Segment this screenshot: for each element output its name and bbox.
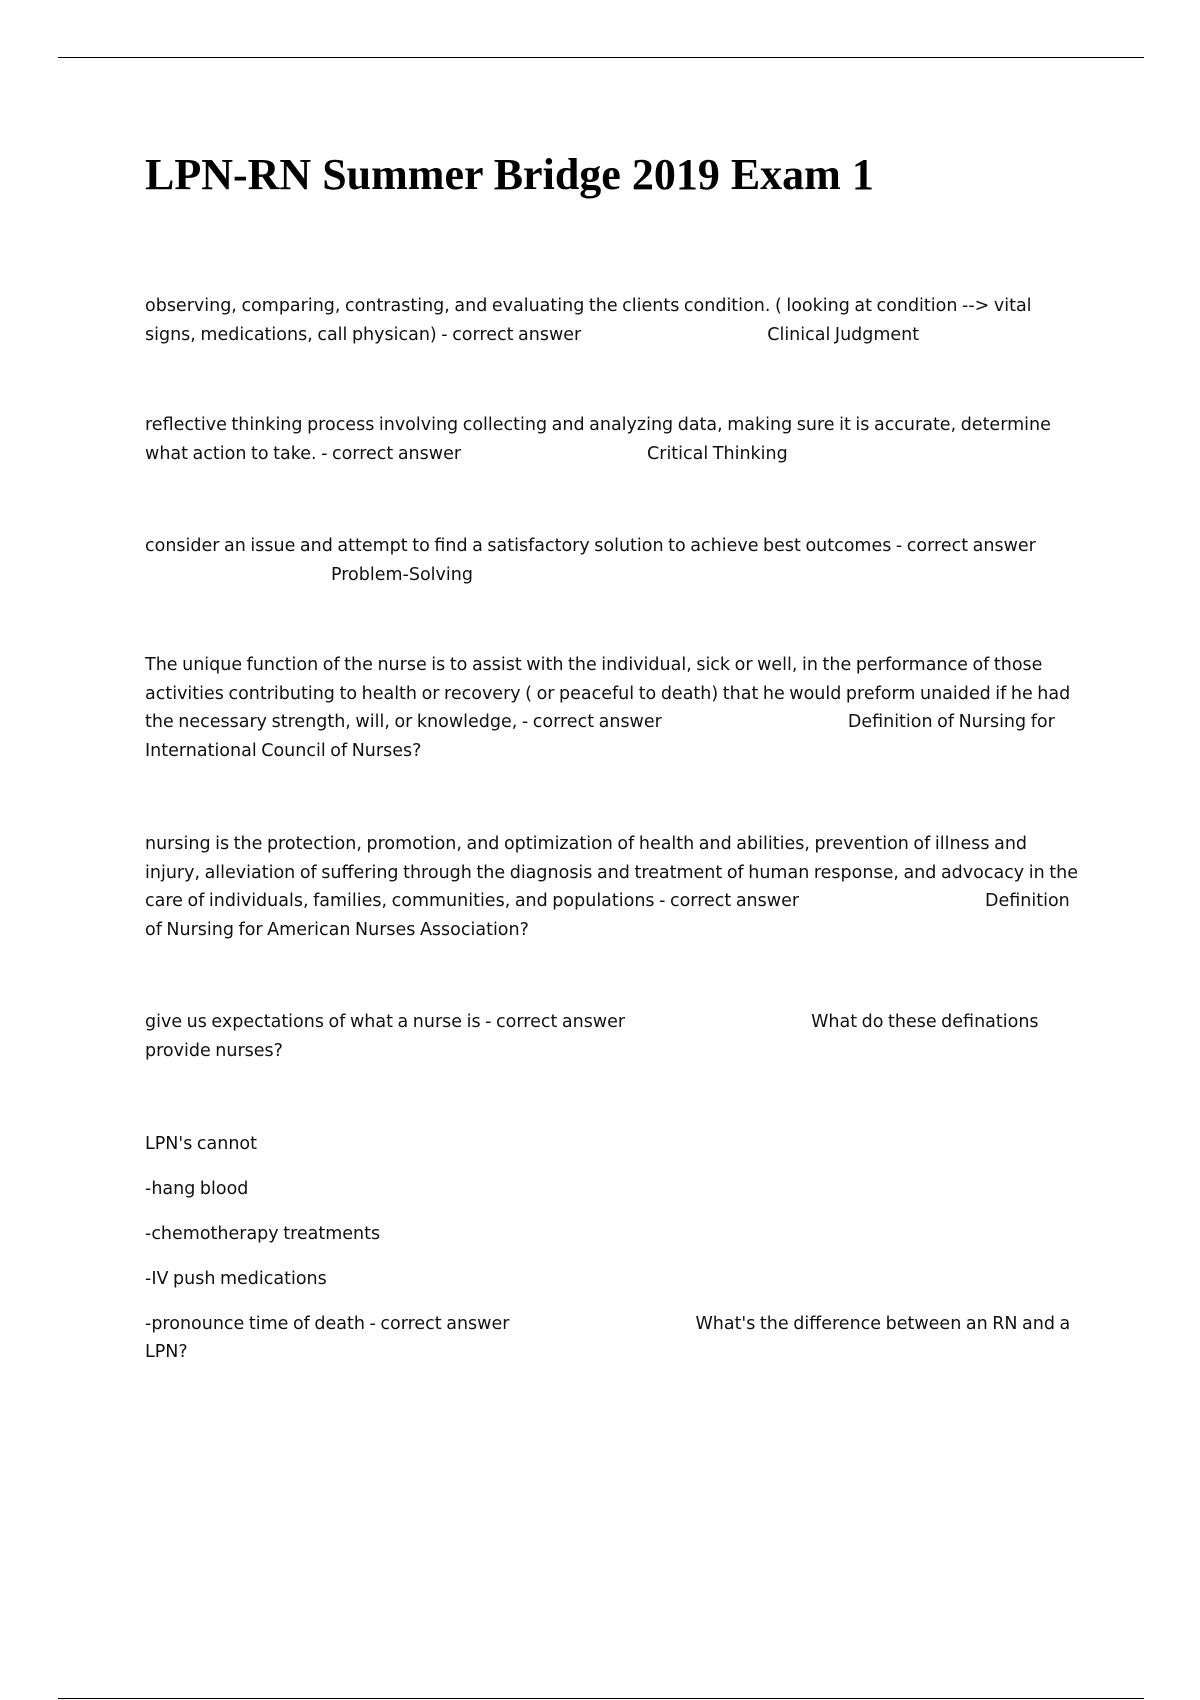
flashcard-1 xyxy=(145,292,1085,349)
list-item: -chemotherapy treatments xyxy=(145,1224,381,1244)
card-prompt: observing, comparing, contrasting, and evaluating the clients condition. ( looking at condition --> vital signs, medications, call physican) - correct answer xyxy=(145,296,1032,345)
flashcard-4 xyxy=(145,651,1085,765)
card-prompt: consider an issue and attempt to find a satisfactory solution to achieve best outcomes - correct answer xyxy=(145,536,1036,556)
card-prompt: give us expectations of what a nurse is - correct answer xyxy=(145,1012,626,1032)
bottom-rule xyxy=(58,1698,1144,1699)
card-answer: Definition of Nursing for International Council of Nurses? xyxy=(145,712,1055,761)
card-prompt: nursing is the protection, promotion, and optimization of health and abilities, prevention of illness and injury, alleviation of suffering through the diagnosis and treatment of human response, and advocacy in the care of individuals, families, communities, and populations - correct answer xyxy=(145,834,1078,911)
list-item: -IV push medications xyxy=(145,1269,327,1289)
flashcard-5 xyxy=(145,830,1085,944)
card-prompt: reflective thinking process involving collecting and analyzing data, making sure it is accurate, determine what action to take. - correct answer xyxy=(145,415,1051,464)
flashcard-2 xyxy=(145,411,1085,468)
flashcard-7 xyxy=(145,1130,1085,1366)
list-item: -hang blood xyxy=(145,1179,249,1199)
flashcard-6 xyxy=(145,1008,1085,1065)
top-rule xyxy=(58,57,1144,58)
list-item-final xyxy=(145,1310,1085,1366)
card-answer: What do these definations provide nurses? xyxy=(145,1012,1039,1061)
card-answer: Problem-Solving xyxy=(331,564,473,585)
card-prompt: -pronounce time of death - correct answer xyxy=(145,1314,510,1334)
card-answer: Critical Thinking xyxy=(647,443,788,464)
list-item: LPN's cannot xyxy=(145,1134,257,1154)
card-answer: What's the difference between an RN and a LPN? xyxy=(145,1314,1071,1362)
card-answer: Definition of Nursing for American Nurses Association? xyxy=(145,891,1070,940)
card-prompt: The unique function of the nurse is to assist with the individual, sick or well, in the performance of those activities contributing to health or recovery ( or peaceful to death) that he would preform unaided if he had the necessary strength, will, or knowledge, - correct answer xyxy=(145,655,1071,732)
flashcard-3 xyxy=(145,532,1085,589)
card-answer: Clinical Judgment xyxy=(767,324,920,345)
page-title: LPN-RN Summer Bridge 2019 Exam 1 xyxy=(145,150,874,199)
